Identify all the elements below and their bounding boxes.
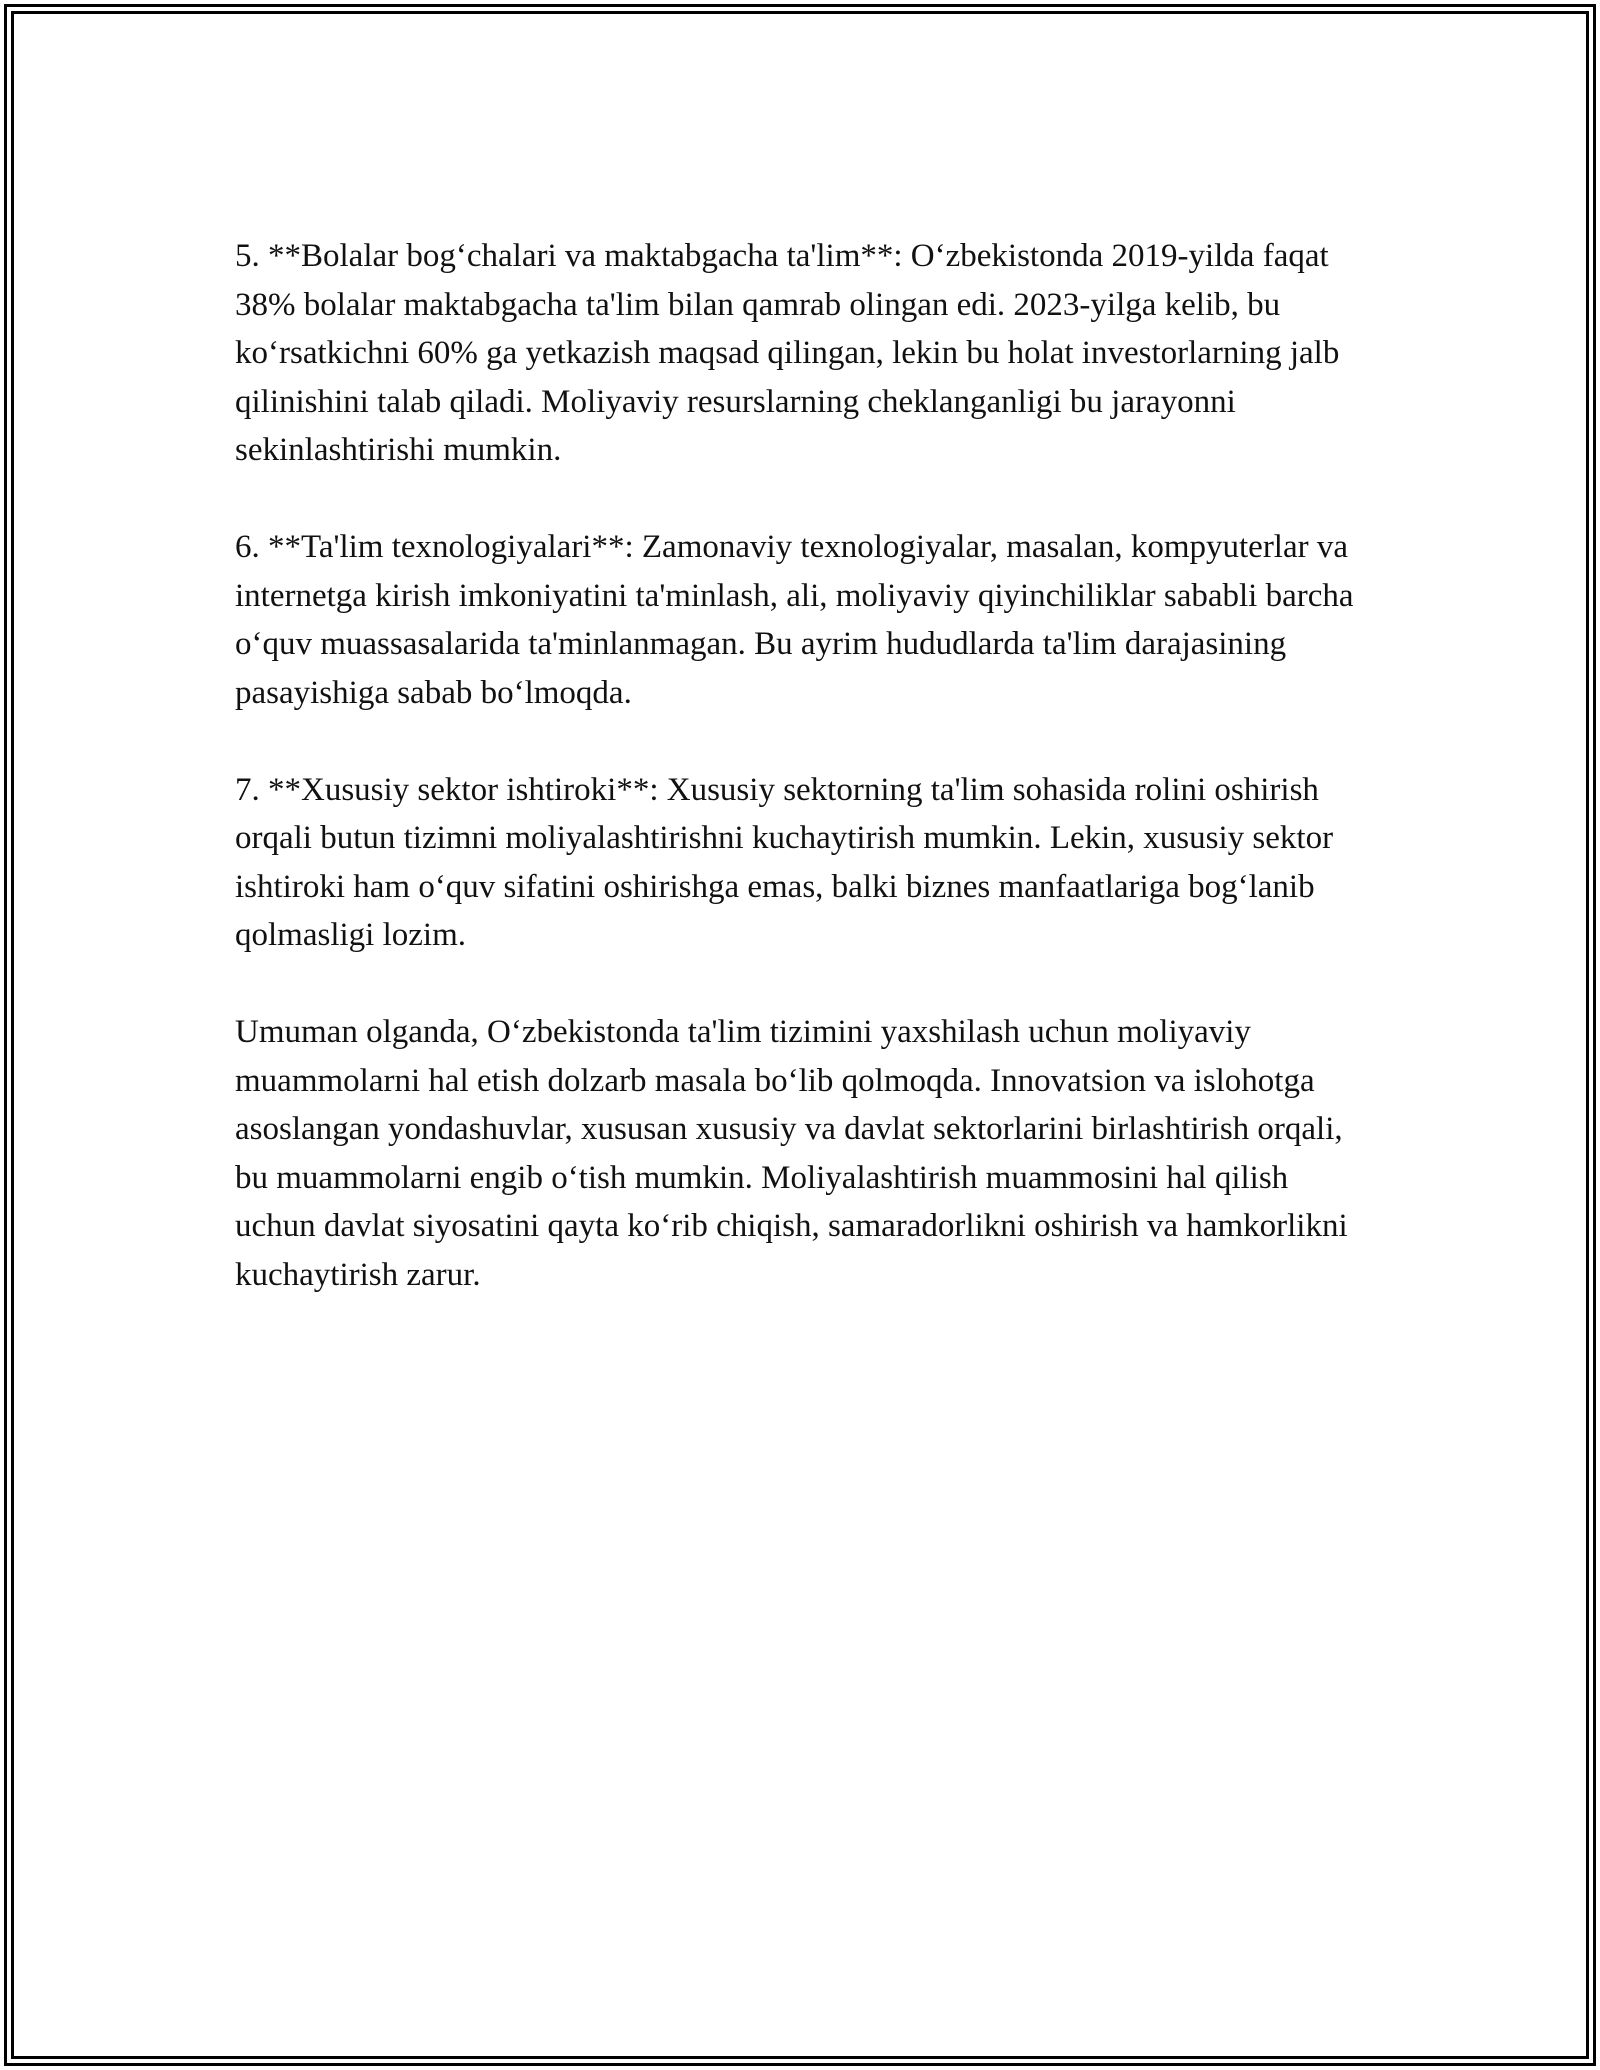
paragraph-bolalar-bogchalari: 5. **Bolalar bog‘chalari va maktabgacha ta'lim**: O‘zbekistonda 2019-yilda faqat 38% bolalar maktabgacha ta'lim bilan qamrab olingan edi. 2023-yilga kelib, bu ko‘rsatkichni 60% ga yetkazish maqsad qilingan, lekin bu holat investorlarning jalb qilinishini talab qiladi. Moliyaviy resurslarning cheklanganligi bu jarayonni sekinlashtirishi mumkin.	[235, 238, 1340, 468]
paragraph-talim-texnologiyalari: 6. **Ta'lim texnologiyalari**: Zamonaviy texnologiyalar, masalan, kompyuterlar va internetga kirish imkoniyatini ta'minlash, ali, moliyaviy qiyinchiliklar sababli barcha o‘quv muassasalarida ta'minlanmagan. Bu ayrim hududlarda ta'lim darajasining pasayishiga sabab bo‘lmoqda.	[235, 529, 1354, 711]
document-body	[235, 232, 1370, 1348]
paragraph-conclusion: Umuman olganda, O‘zbekistonda ta'lim tizimini yaxshilash uchun moliyaviy muammolarni hal etish dolzarb masala bo‘lib qolmoqda. Innovatsion va islohotga asoslangan yondashuvlar, xususan xususiy va davlat sektorlarini birlashtirish orqali, bu muammolarni engib o‘tish mumkin. Moliyalashtirish muammosini hal qilish uchun davlat siyosatini qayta ko‘rib chiqish, samaradorlikni oshirish va hamkorlikni kuchaytirish zarur.	[235, 1014, 1348, 1293]
paragraph-xususiy-sektor: 7. **Xususiy sektor ishtiroki**: Xususiy sektorning ta'lim sohasida rolini oshirish orqali butun tizimni moliyalashtirishni kuchaytirish mumkin. Lekin, xususiy sektor ishtiroki ham o‘quv sifatini oshirishga emas, balki biznes manfaatlariga bog‘lanib qolmasligi lozim.	[235, 771, 1334, 953]
